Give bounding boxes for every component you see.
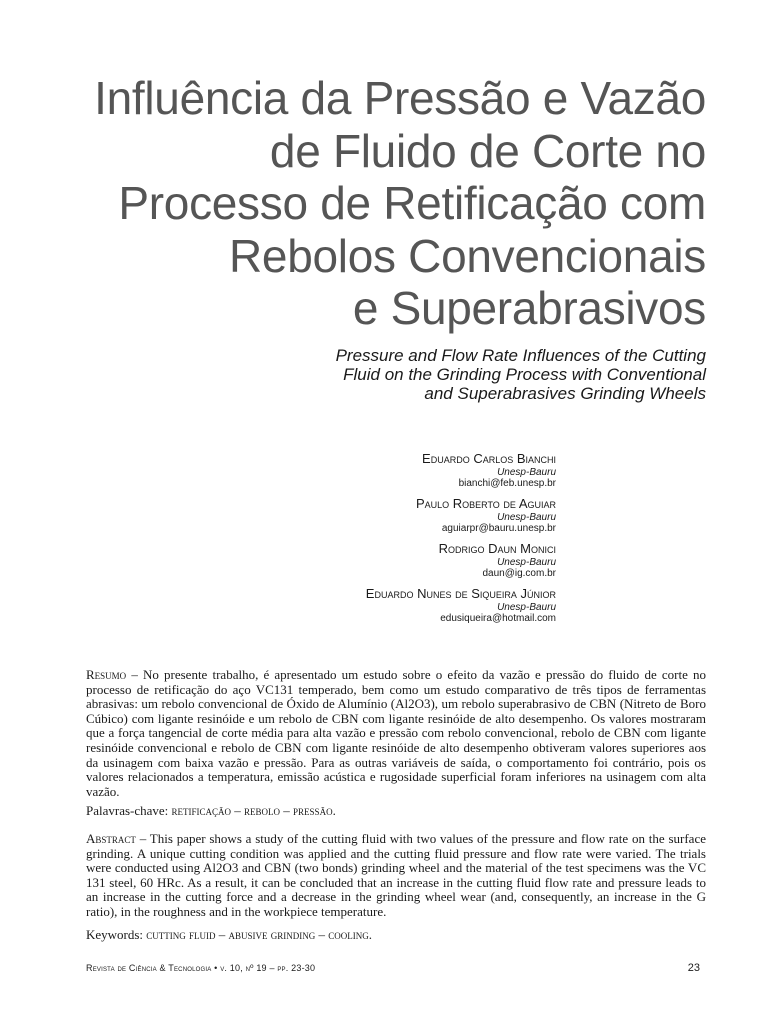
author-block [230,495,556,534]
author-institution: Unesp-Bauru [497,557,556,568]
author-block [230,585,556,624]
resumo-paragraph [86,668,706,799]
resumo-label: Resumo [86,667,127,682]
resumo-text: – No presente trabalho, é apresentado um estudo sobre o efeito da vazão e pressão do fluido de corte no processo de retificação do aço VC131 temperado, bem como um estudo comparativo de três tipos de ferramentas abrasivas: um rebolo convencional de Óxido de Alumínio (Al2O3), um rebolo superabrasivo de CBN (Nitreto de Boro Cúbico) com ligante resinóide e um rebolo de CBN com ligante resinóide de alto desempenho. Os valores mostraram que a força tangencial de corte média para alta vazão e pressão com rebolo convencional, rebolo de CBN com ligante resinóide convencional e rebolo de CBN com ligante resinóide de alto desempenho obtiveram valores superiores aos da usinagem com baixa vazão e pressão. Para as outras variáveis de saída, o comportamento foi contrário, pois os valores relacionados a temperatura, emissão acústica e rugosidade superficial foram inferiores na usinagem com alta vazão. [86,667,706,799]
title-line: e Superabrasivos [352,282,706,334]
author-block [230,450,556,489]
english-title [230,346,706,403]
title-line: Processo de Retificação com [118,177,706,229]
author-email[interactable]: edusiqueira@hotmail.com [440,613,556,624]
author-list [230,450,556,630]
keywords [86,928,706,943]
author-institution: Unesp-Bauru [497,467,556,478]
title-line: Influência da Pressão e Vazão [94,72,706,124]
subtitle-line: Pressure and Flow Rate Influences of the Cutting [335,346,706,365]
page-footer [86,963,706,977]
author-email[interactable]: bianchi@feb.unesp.br [458,478,556,489]
subtitle-line: and Superabrasives Grinding Wheels [424,384,706,403]
author-block [230,540,556,579]
author-email[interactable]: daun@ig.com.br [482,568,556,579]
author-name: Rodrigo Daun Monici [438,541,556,556]
keywords-terms: cutting fluid – abusive grinding – cooling. [146,927,373,942]
title-line: de Fluido de Corte no [269,124,706,177]
palavras-terms: retificação – rebolo – pressão. [171,803,336,818]
palavras-chave [86,804,706,819]
author-name: Paulo Roberto de Aguiar [415,496,556,511]
keywords-label: Keywords: [86,927,147,942]
author-institution: Unesp-Bauru [497,602,556,613]
journal-citation: Revista de Ciência & Tecnologia • v. 10, nº 19 – pp. 23-30 [86,963,316,973]
paper-title [80,72,706,335]
author-name: Eduardo Nunes de Siqueira Júnior [365,586,556,601]
palavras-label: Palavras-chave: [86,803,172,818]
abstract-text: – This paper shows a study of the cutting fluid with two values of the pressure and flow rate on the surface grinding. A unique cutting condition was applied and the cutting fluid pressure and flow rate were varied. The trials were conducted using Al2O3 and CBN (two bonds) grinding wheel and the material of the test specimens was the VC 131 steel, 60 HRc. As a result, it can be concluded that an increase in the cutting fluid flow rate and pressure leads to an increase in the cutting force and a decrease in the grinding wheel wear (and, consequently, an increase in the G ratio), in the roughness and in the workpiece temperature. [86,831,706,919]
author-email[interactable]: aguiarpr@bauru.unesp.br [441,523,556,534]
page-number: 23 [687,962,700,974]
abstract-paragraph [86,832,706,920]
abstract-label: Abstract [86,831,136,846]
title-line: Rebolos Convencionais [229,229,706,282]
subtitle-line: Fluid on the Grinding Process with Conventional [343,365,706,384]
author-institution: Unesp-Bauru [497,512,556,523]
author-name: Eduardo Carlos Bianchi [422,451,556,466]
